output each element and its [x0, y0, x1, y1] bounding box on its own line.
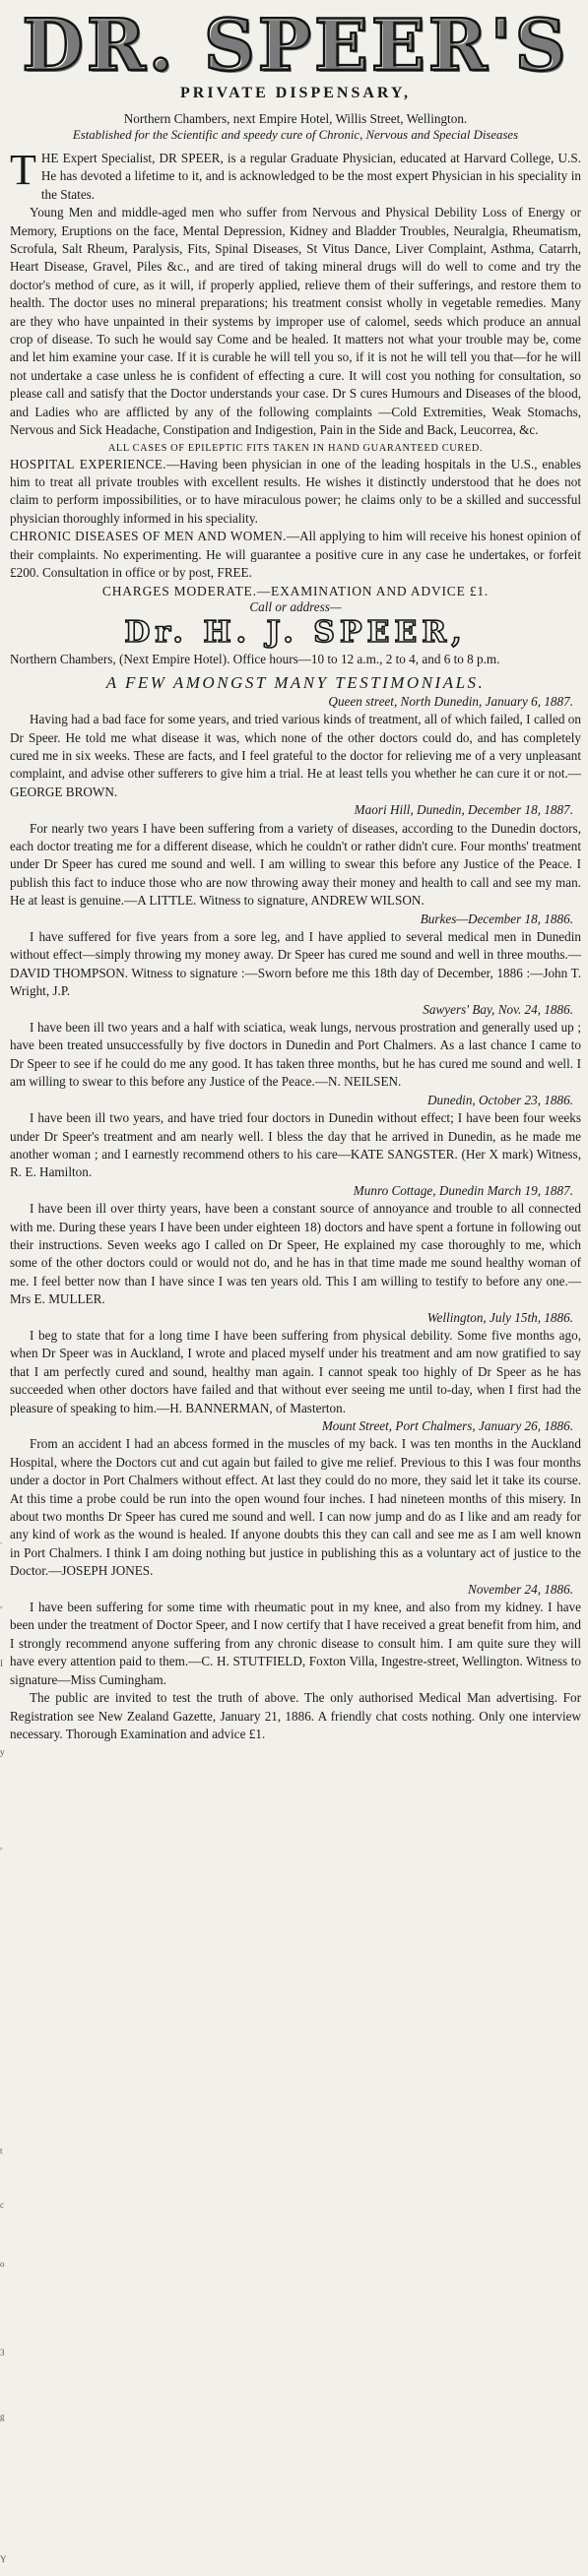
chronic-diseases-paragraph — [10, 528, 581, 582]
testimonial-text: I beg to state that for a long time I have been suffering from physical debility. Some five months ago, when Dr Speer was in Auckland, I wrote and placed myself under his treatment and am now gratified to say that I am perfectly cured and sound, healthy man again. I cannot speak too highly of Dr Speer as he has succeeded when other doctors have failed and that without ever seeing me until to-day, when I first had the pleasure of speaking to him.—H. BANNERMAN, of Masterton. — [10, 1327, 581, 1415]
testimonial-text: I have been suffering for some time with rheumatic pout in my knee, and also from my kidney. I have been under the treatment of Doctor Speer, and I now certify that I have received a great benefit from him, and I strongly recommend anyone suffering from any chronic disease to consult him. I am quite sure they will have every attention paid to them.—C. H. STUTFIELD, Foxton Villa, Ingestre-street, Wellington. Witness to signature—Miss Cumingham. — [10, 1600, 581, 1687]
testimonial-text: I have been ill two years and a half with sciatica, weak lungs, nervous prostration and generally used up ; have been treated unsuccessfully by five doctors in Dunedin and Port Chalmers. As a last chance I came to Dr Speer to see if he could do me any good. It has taken three months, but he has cured me sound and well. I am willing to swear to this before any Justice of the Peace.—N. NEILSEN. — [10, 1020, 581, 1090]
epileptic-fits-notice: ALL CASES OF EPILEPTIC FITS TAKEN IN HAND GUARANTEED CURED. — [107, 442, 484, 454]
testimonial-heading: Queen street, North Dunedin, January 6, 1887. — [328, 693, 573, 709]
testimonial — [10, 1001, 581, 1092]
gutter-mark: t — [0, 2146, 3, 2156]
young-men-paragraph: Young Men and middle-aged men who suffer from Nervous and Physical Debility Loss of Energy or Memory, Eruptions on the face, Mental Depression, Kidney and Bladder Troubles, Neuralgia, Rheumatism, Scrofula, Salt Rheum, Paralysis, Fits, Spinal Diseases, St Vitus Dance, Liver Complaint, Asthma, Catarrh, Heart Disease, Gravel, Piles &c., and are tired of taking mineral drugs will do well to come and try the doctor's method of cure, as it will, if properly applied, relieve them of their sufferings, and restore them to health. The doctor uses no mineral preparations; his treatment consist wholly in vegetable remedies. Many are they who have unpainted in their systems by improper use of calomel, seeds which produce an annual crop of disease. To such he would say Come and be healed. It matters not what your trouble may be, come and let him examine your case. If it is curable he will tell you so, if it is not he will tell you that—for he will not undertake a case unless he is confident of effecting a cure. It will cost you nothing for consultation, so please call and satisfy that the Doctor understands your case. Dr S cures Humours and Diseases of the blood, and Ladies who are afflicted by any of the following complaints —Cold Extremities, Weak Stomachs, Nervous and Sick Headache, Constipation and Indigestion, Pain in the Side and Back, Leucorrea, &c. — [10, 205, 581, 438]
hospital-experience-heading: HOSPITAL EXPERIENCE. — [10, 456, 166, 471]
drop-cap: T — [10, 146, 36, 194]
testimonial-heading: Dunedin, October 23, 1886. — [427, 1092, 573, 1107]
intro-paragraph — [10, 146, 581, 204]
chronic-diseases-text: —All applying to him will receive his honest opinion of their complaints. No experimenting. He will guarantee a positive cure in any case he undertakes, or forfeit £200. Consultation in office or by post, FREE. — [10, 529, 581, 580]
doctor-name: Dr. H. J. SPEER, — [124, 615, 467, 651]
intro-text: HE Expert Specialist, DR SPEER, is a regular Graduate Physician, educated at Harvard College, U.S. He has devoted a lifetime to it, and is acknowledged to be the most expert Physician in his speciality in the States. — [40, 151, 581, 202]
subheadline: PRIVATE DISPENSARY, — [180, 85, 411, 101]
testimonials-title: A FEW AMONGST MANY TESTIMONIALS. — [105, 672, 486, 692]
testimonial-heading: Wellington, July 15th, 1886. — [426, 1309, 573, 1325]
testimonial-heading: Mount Street, Port Chalmers, January 26, 1886. — [321, 1418, 573, 1433]
body-text — [10, 146, 581, 440]
testimonial — [10, 1309, 581, 1417]
hospital-experience-text: —Having been physician in one of the leading hospitals in the U.S., enables him to treat all private troubles with excellent results. He wishes it distinctly understood that he does not claim to perform impossibilities, or to have miraculous power; he claims only to be a skilled and successful physician thoroughly informed in his speciality. — [10, 456, 581, 526]
testimonial — [10, 1182, 581, 1309]
gutter-mark: o — [0, 2259, 5, 2269]
office-info — [10, 651, 581, 668]
testimonial-heading: Munro Cottage, Dunedin March 19, 1887. — [353, 1182, 573, 1198]
testimonial-text: Having had a bad face for some years, and tried various kinds of treatment, all of which failed, I called on Dr Speer. He told me what disease it was, which none of the other doctors could do, and has completely cured me in six weeks. These are facts, and I feel grateful to the doctor for relieving me of a very unpleasant complaint, and advise other sufferers to give him a trial. He at least tells you whether he can cure it or not.—GEORGE BROWN. — [10, 712, 581, 799]
charges-line: CHARGES MODERATE.—EXAMINATION AND ADVICE £1. — [101, 584, 490, 599]
testimonial — [10, 693, 581, 801]
testimonial-text: For nearly two years I have been suffering from a variety of diseases, according to the Dunedin doctors, each doctor treating me for a different disease, which he couldn't or rather didn't cure. Four months' treatment under Dr Speer has cured me sound and well. I am willing to swear this before any Justice of the Peace. I publish this fact to induce those who are now throwing away their money and health to call and see my man. He at least is genuine.—A LITTLE. Witness to signature, ANDREW WILSON. — [10, 820, 581, 909]
hospital-experience-paragraph — [10, 456, 581, 529]
gutter-mark: y — [0, 1747, 5, 1757]
testimonial-heading: November 24, 1886. — [468, 1581, 573, 1597]
gutter-mark: 3 — [0, 2348, 5, 2357]
testimonial — [10, 1092, 581, 1182]
closing-paragraph: The public are invited to test the truth of above. The only authorised Medical Man advertising. For Registration see New Zealand Gazette, January 21, 1886. A friendly chat costs nothing. Only one interview necessary. Thorough Examination and advice £1. — [10, 1690, 581, 1741]
closing-section — [10, 1689, 581, 1743]
gutter-mark: , — [0, 1600, 3, 1609]
call-or-address: Call or address— — [249, 599, 342, 615]
testimonial-text: I have been ill over thirty years, have been a constant source of annoyance and trouble to all connected with me. During these years I have been under eighteen 18) doctors and have spent a fortune in following out their instructions. Seven weeks ago I called on Dr Speer, He explained my case thoroughly to me, which some of the other doctors could or would not do, and he has in that time made me sound healthy woman of me. I feel better now than I have since I was ten years old. This I am willing to testify to before any one.—Mrs E. MULLER. — [10, 1201, 581, 1307]
testimonial-text: I have suffered for five years from a sore leg, and I have applied to several medical men in Dunedin without effect—simply throwing my money away. Dr Speer has cured me sound and well in three mouths.—DAVID THOMPSON. Witness to signature :—Sworn before me this 18th day of December, 1886 :—John T. Wright, J.P. — [10, 929, 581, 999]
testimonial — [10, 911, 581, 1001]
gutter-mark: . — [0, 1536, 3, 1545]
gutter-mark: , — [0, 1841, 3, 1851]
testimonial-text: I have been ill two years, and have tried four doctors in Dunedin without effect; I have been four weeks under Dr Speer's treatment and am nearly well. I bless the day that he arrived in Dunedin, as he made me another woman ; and I earnestly recommend others to his care—KATE SANGSTER. (Her X mark) Witness, R. E. Hamilton. — [10, 1110, 581, 1180]
gutter-mark: Y — [0, 2554, 7, 2564]
headline: DR. SPEER'S — [22, 3, 569, 87]
established-line: Established for the Scientific and speedy cure of Chronic, Nervous and Special Diseases — [72, 128, 519, 142]
gutter-mark: g — [0, 2412, 5, 2421]
office-hours: Northern Chambers, (Next Empire Hotel). Office hours—10 to 12 a.m., 2 to 4, and 6 to 8 p.m. — [10, 652, 500, 667]
chronic-diseases-heading: CHRONIC DISEASES OF MEN AND WOMEN. — [10, 529, 287, 544]
testimonial — [10, 1417, 581, 1581]
testimonials-list — [10, 693, 581, 1689]
dispensary-address: Northern Chambers, next Empire Hotel, Willis Street, Wellington. — [123, 111, 468, 126]
testimonial — [10, 1581, 581, 1689]
testimonial-heading: Sawyers' Bay, Nov. 24, 1886. — [423, 1001, 573, 1017]
testimonial-text: From an accident I had an abcess formed in the muscles of my back. I was ten months in the Auckland Hospital, where the Doctors cut and cut again but failed to give me relief. Previous to this I was four months under a doctor in Port Chalmers without effect. At last they could do no more, they said let it take its course. At this time a probe could be run into the open wound four inches. I had nineteen months of this misery. In about two months Dr Speer has cured me sound and well. I can now jump and do as I like and am ready for any kind of work as the wound is healed. If anyone doubts this they can call and see me as I am well known in Port Chalmers. I think I am doing nothing but justice in publishing this as a voluntary act of justice to the Doctor.—JOSEPH JONES. — [10, 1436, 581, 1579]
testimonial-heading: Maori Hill, Dunedin, December 18, 1887. — [354, 802, 573, 818]
testimonial-heading: Burkes—December 18, 1886. — [420, 911, 573, 926]
testimonial — [10, 801, 581, 910]
gutter-mark: I — [0, 1659, 3, 1668]
gutter-mark: c — [0, 2200, 4, 2210]
experience-section — [10, 456, 581, 583]
